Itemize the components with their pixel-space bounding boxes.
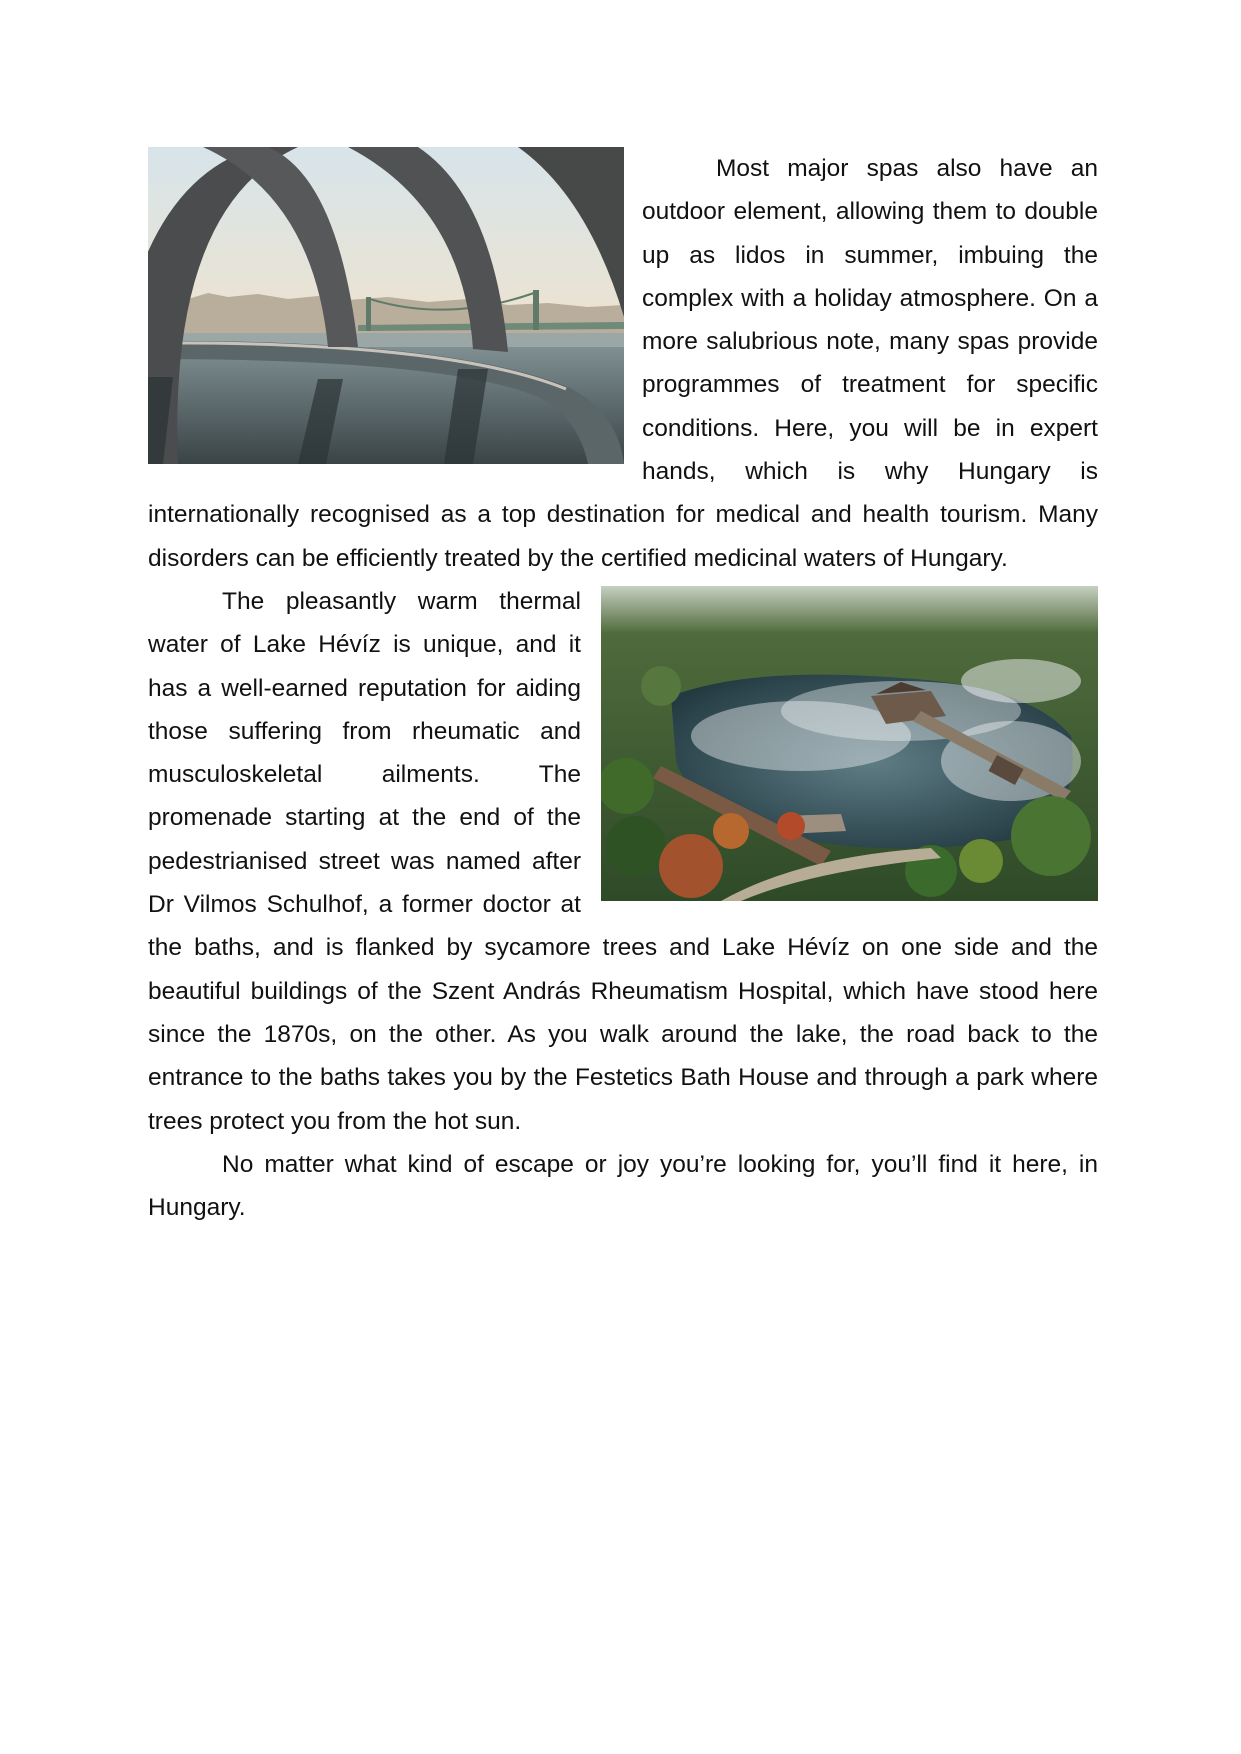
lake-heviz-aerial-photo — [601, 586, 1098, 901]
lake-heviz-aerial-image — [601, 586, 1098, 901]
paragraph-closing: No matter what kind of escape or joy you’re looking for, you’ll find it here, in Hungary. — [148, 1150, 1098, 1222]
spa-arches-photo — [148, 147, 624, 464]
paragraph-spas: Most major spas also have an outdoor element, allowing them to double up as lidos in summer, imbuing the complex with a holiday atmosphere. On a more salubrious note, many spas provide programmes of treatment for specific conditions. Here, you will be in expert hands, which is why Hungary is internationally recognised as a top destination for medical and health tourism. Many disorders can be efficiently treated by the certified medicinal waters of Hungary. — [148, 155, 1098, 572]
spa-arches-image — [148, 147, 624, 464]
document-page — [148, 147, 1098, 1229]
paragraph-lake-heviz: The pleasantly warm thermal water of Lake Hévíz is unique, and it has a well-earned reputation for aiding those suffering from rheumatic and musculoskeletal ailments. The promenade starting at the end of the pedestrianised street was named after Dr Vilmos Schulhof, a former doctor at the baths, and is flanked by sycamore trees and Lake Hévíz on one side and the beautiful buildings of the Szent András Rheumatism Hospital, which have stood here since the 1870s, on the other. As you walk around the lake, the road back to the entrance to the baths takes you by the Festetics Bath House and through a park where trees protect you from the hot sun. — [148, 587, 1098, 1135]
